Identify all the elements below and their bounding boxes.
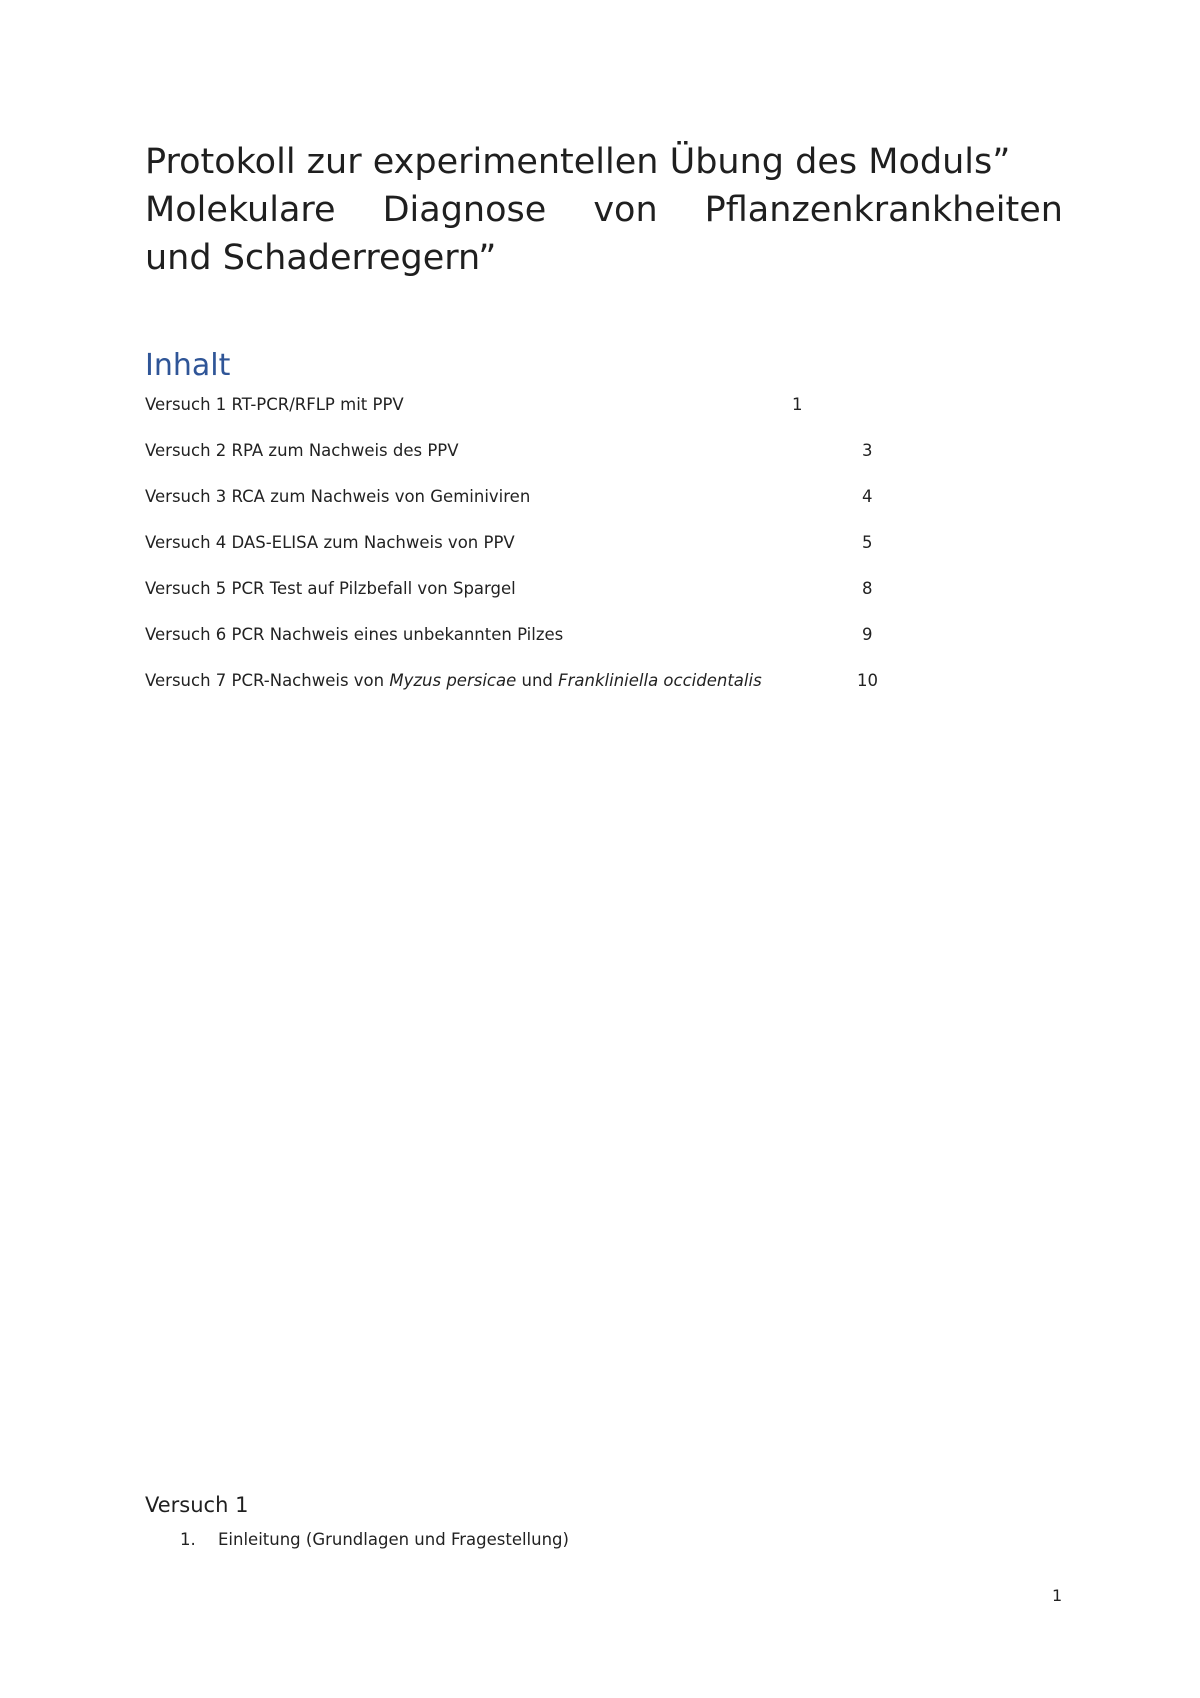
toc-heading: Inhalt: [145, 348, 231, 383]
toc-entry-text: Versuch 2 RPA zum Nachweis des PPV: [145, 441, 459, 460]
title-line-2: [145, 186, 1063, 234]
title-word: von: [593, 190, 658, 230]
toc-entry-text: Versuch 4 DAS-ELISA zum Nachweis von PPV: [145, 533, 515, 552]
page-number: 1: [1052, 1586, 1063, 1605]
toc-entry-page: 9: [862, 625, 873, 644]
toc-entry-text: [145, 668, 762, 694]
toc-entry-page: 8: [862, 579, 873, 598]
toc-entry-text: Versuch 6 PCR Nachweis eines unbekannten Pilzes: [145, 625, 564, 644]
species-name-frankliniella: Frankliniella occidentalis: [558, 671, 762, 690]
toc-entry[interactable]: [145, 484, 905, 510]
toc-entry[interactable]: [145, 668, 905, 694]
toc-entry-text-prefix: Versuch 7 PCR-Nachweis von: [145, 671, 390, 690]
list-item: [180, 1527, 569, 1553]
toc-entry-text-middle: und: [516, 671, 559, 690]
toc-entry-page: 10: [857, 671, 878, 690]
toc-entry-page: 1: [792, 395, 803, 414]
list-item-text: Einleitung (Grundlagen und Fragestellung): [218, 1530, 569, 1549]
title-word: Diagnose: [382, 190, 547, 230]
toc-entry-text: Versuch 1 RT-PCR/RFLP mit PPV: [145, 395, 404, 414]
toc-entry[interactable]: [145, 576, 905, 602]
title-line-3: und Schaderregern”: [145, 238, 497, 278]
toc-entry-text: Versuch 3 RCA zum Nachweis von Geminiviren: [145, 487, 531, 506]
section-heading: Versuch 1: [145, 1493, 249, 1517]
toc-entry[interactable]: [145, 392, 905, 418]
list-item-number: 1.: [180, 1530, 196, 1549]
toc-entry-page: 3: [862, 441, 873, 460]
title-word: Pflanzenkrankheiten: [704, 190, 1063, 230]
toc-entry-text: Versuch 5 PCR Test auf Pilzbefall von Spargel: [145, 579, 516, 598]
title-word: Molekulare: [145, 190, 336, 230]
toc-entry[interactable]: [145, 622, 905, 648]
toc-entry-page: 5: [862, 533, 873, 552]
toc-entry[interactable]: [145, 530, 905, 556]
toc-entry[interactable]: [145, 438, 905, 464]
document-title: [145, 138, 1063, 282]
toc-entry-page: 4: [862, 487, 873, 506]
title-line-1: Protokoll zur experimentellen Übung des Moduls”: [145, 142, 1011, 182]
species-name-myzus: Myzus persicae: [389, 671, 517, 690]
